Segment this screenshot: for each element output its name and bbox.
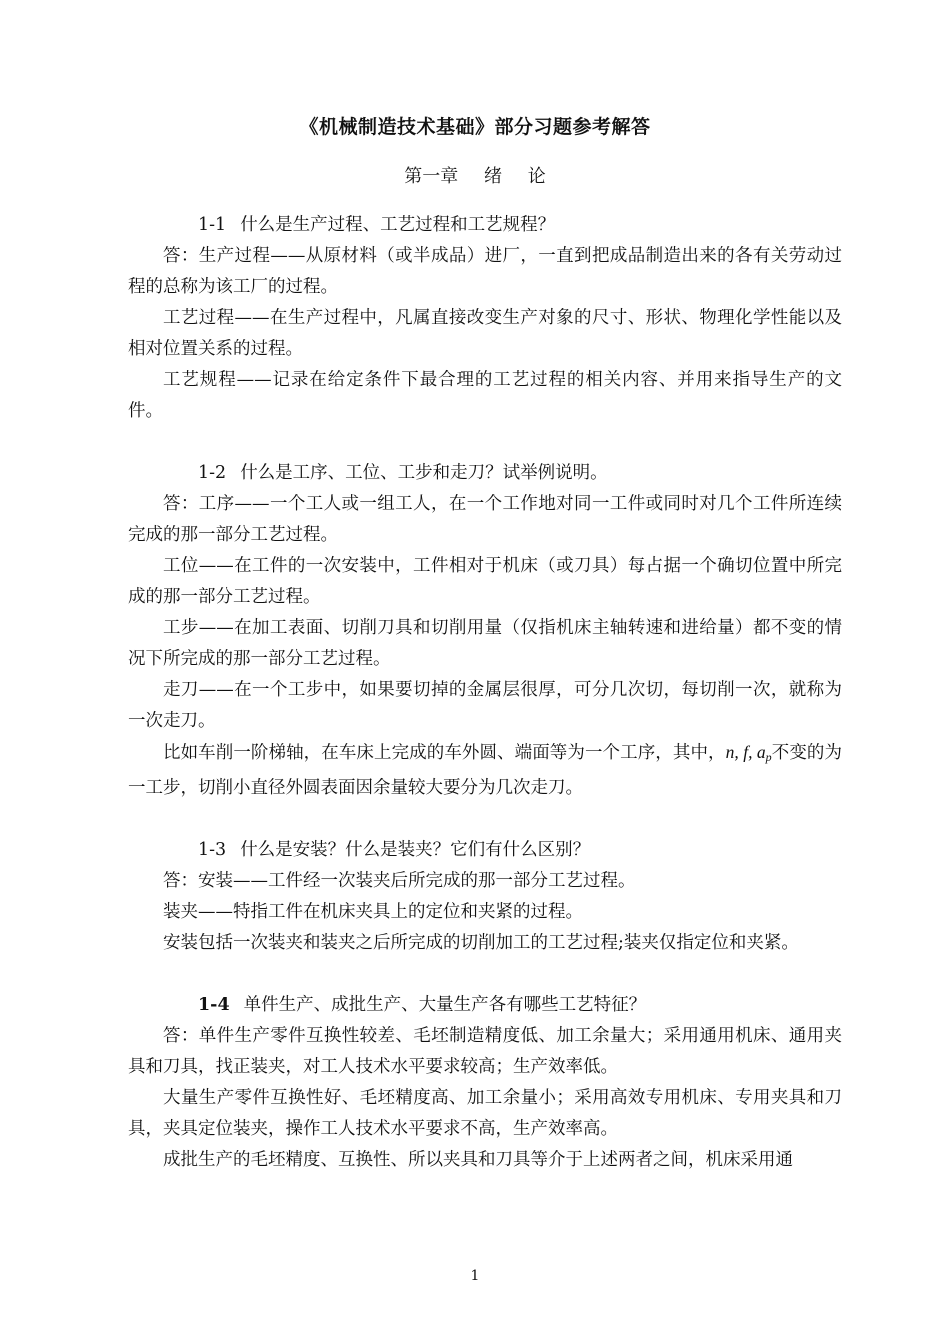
spacer bbox=[128, 427, 842, 458]
answer-paragraph: 答：单件生产零件互换性较差、毛坯制造精度低、加工余量大；采用通用机床、通用夹具和刀具，找正装夹，对工人技术水平要求较高；生产效率低。 bbox=[128, 1026, 842, 1077]
formula-symbols: n, f, $a_p$ bbox=[725, 742, 772, 764]
answer-paragraph: 工位——在工件的一次安装中，工件相对于机床（或刀具）每占据一个确切位置中所完成的那一部分工艺过程。 bbox=[128, 556, 842, 607]
document-body bbox=[128, 210, 842, 1176]
spacer bbox=[128, 804, 842, 835]
question-1-2: 1-2 什么是工序、工位、工步和走刀？试举例说明。 bbox=[198, 463, 608, 483]
question-1-4: 1-4 单件生产、成批生产、大量生产各有哪些工艺特征？ bbox=[198, 995, 647, 1015]
answer-paragraph: 成批生产的毛坯精度、互换性、所以夹具和刀具等介于上述两者之间，机床采用通 bbox=[163, 1150, 793, 1170]
question-1-3: 1-3 什么是安装？什么是装夹？它们有什么区别？ bbox=[198, 840, 591, 860]
answer-paragraph: 比如车削一阶梯轴，在车床上完成的车外圆、端面等为一个工序，其中，n, f, $a_p$不变的为一工步，切削小直径外圆表面因余量较大要分为几次走刀。 bbox=[128, 742, 843, 798]
answer-paragraph: 装夹——特指工件在机床夹具上的定位和夹紧的过程。 bbox=[163, 902, 583, 922]
answer-paragraph: 工艺过程——在生产过程中，凡属直接改变生产对象的尺寸、形状、物理化学性能以及相对位置关系的过程。 bbox=[128, 308, 842, 359]
answer-paragraph: 工步——在加工表面、切削刀具和切削用量（仅指机床主轴转速和进给量）都不变的情况下所完成的那一部分工艺过程。 bbox=[128, 618, 842, 669]
answer-paragraph: 答：工序——一个工人或一组工人，在一个工作地对同一工件或同时对几个工件所连续完成的那一部分工艺过程。 bbox=[128, 494, 842, 545]
answer-paragraph: 大量生产零件互换性好、毛坯精度高、加工余量小；采用高效专用机床、专用夹具和刀具，夹具定位装夹，操作工人技术水平要求不高，生产效率高。 bbox=[128, 1088, 842, 1139]
answer-paragraph: 安装包括一次装夹和装夹之后所完成的切削加工的工艺过程;装夹仅指定位和夹紧。 bbox=[163, 933, 799, 953]
question-1-1: 1-1 什么是生产过程、工艺过程和工艺规程？ bbox=[198, 215, 556, 235]
chapter-title-char-1: 绪 bbox=[484, 166, 502, 187]
page-number: 1 bbox=[470, 1268, 480, 1284]
chapter-heading bbox=[0, 164, 950, 190]
answer-paragraph: 答：生产过程——从原材料（或半成品）进厂，一直到把成品制造出来的各有关劳动过程的总称为该工厂的过程。 bbox=[128, 246, 842, 297]
spacer bbox=[128, 959, 842, 990]
answer-paragraph: 走刀——在一个工步中，如果要切掉的金属层很厚，可分几次切，每切削一次，就称为一次走刀。 bbox=[128, 680, 842, 731]
chapter-title-char-2: 论 bbox=[527, 166, 546, 187]
answer-paragraph: 工艺规程——记录在给定条件下最合理的工艺过程的相关内容、并用来指导生产的文件。 bbox=[128, 370, 842, 421]
document-title: 《机械制造技术基础》部分习题参考解答 bbox=[299, 116, 651, 138]
answer-paragraph: 答：安装——工件经一次装夹后所完成的那一部分工艺过程。 bbox=[163, 871, 636, 891]
chapter-number: 第一章 bbox=[404, 166, 459, 187]
